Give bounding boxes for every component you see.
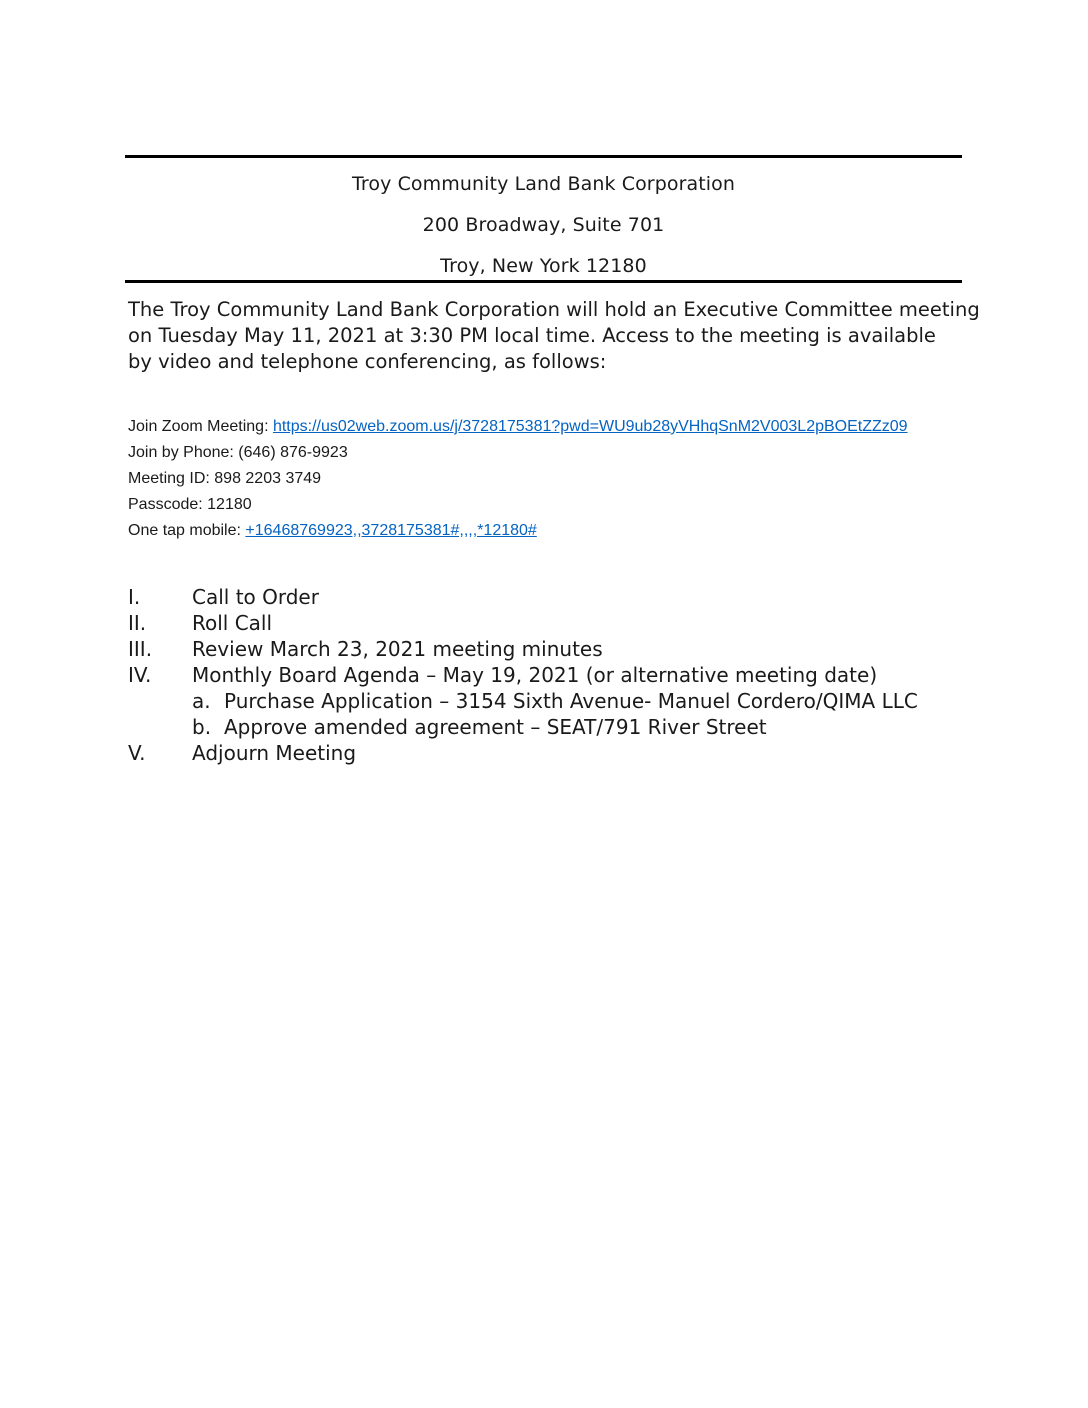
- agenda-item-text: Roll Call: [192, 611, 273, 635]
- header-bottom-rule: [125, 280, 962, 283]
- passcode-label: Passcode:: [128, 496, 208, 513]
- agenda-item: [128, 663, 877, 687]
- organization-city-address: Troy, New York 12180: [440, 255, 647, 277]
- one-tap-link[interactable]: +16468769923,,3728175381#,,,,*12180#: [245, 522, 537, 539]
- agenda-subitem: [192, 715, 767, 739]
- agenda-item-text: Adjourn Meeting: [192, 741, 357, 765]
- one-tap-label: One tap mobile:: [128, 522, 246, 539]
- zoom-meeting-line: [128, 418, 908, 436]
- header-top-rule: [125, 155, 962, 158]
- agenda-item-text: Monthly Board Agenda – May 19, 2021 (or alternative meeting date): [192, 663, 878, 687]
- intro-line-1: The Troy Community Land Bank Corporation will hold an Executive Committee meeting: [128, 298, 980, 321]
- zoom-meeting-link[interactable]: https://us02web.zoom.us/j/3728175381?pwd=WU9ub28yVHhqSnM2V003L2pBOEtZZz09: [272, 418, 908, 435]
- intro-line-2: on Tuesday May 11, 2021 at 3:30 PM local time. Access to the meeting is available: [128, 324, 936, 347]
- zoom-meeting-label: Join Zoom Meeting:: [128, 418, 273, 435]
- agenda-item: [128, 637, 603, 661]
- agenda-item-number: IV.: [128, 663, 152, 687]
- agenda-item: [128, 585, 319, 609]
- agenda-subitem-text: Approve amended agreement – SEAT/791 River Street: [224, 715, 767, 739]
- passcode-line: [128, 496, 252, 514]
- agenda-item-number: III.: [128, 637, 153, 661]
- agenda-subitem-letter: b.: [192, 715, 212, 739]
- agenda-item: [128, 741, 356, 765]
- one-tap-line: [128, 522, 537, 540]
- agenda-subitem: [192, 689, 918, 713]
- agenda-item-text: Call to Order: [192, 585, 319, 609]
- agenda-item-number: II.: [128, 611, 147, 635]
- phone-line: [128, 444, 348, 462]
- organization-street-address: 200 Broadway, Suite 701: [422, 214, 665, 236]
- meeting-id-value: 898 2203 3749: [214, 470, 322, 487]
- intro-line-3: by video and telephone conferencing, as follows:: [128, 350, 607, 373]
- organization-name: Troy Community Land Bank Corporation: [351, 173, 736, 195]
- meeting-id-line: [128, 470, 321, 488]
- agenda-item: [128, 611, 272, 635]
- agenda-subitem-letter: a.: [192, 689, 211, 713]
- phone-number: (646) 876-9923: [238, 444, 348, 461]
- agenda-item-number: I.: [128, 585, 141, 609]
- meeting-id-label: Meeting ID:: [128, 470, 215, 487]
- agenda-subitem-text: Purchase Application – 3154 Sixth Avenue- Manuel Cordero/QIMA LLC: [224, 689, 918, 713]
- agenda-item-number: V.: [128, 741, 146, 765]
- agenda-item-text: Review March 23, 2021 meeting minutes: [192, 637, 603, 661]
- passcode-value: 12180: [207, 496, 252, 513]
- phone-label: Join by Phone:: [128, 444, 239, 461]
